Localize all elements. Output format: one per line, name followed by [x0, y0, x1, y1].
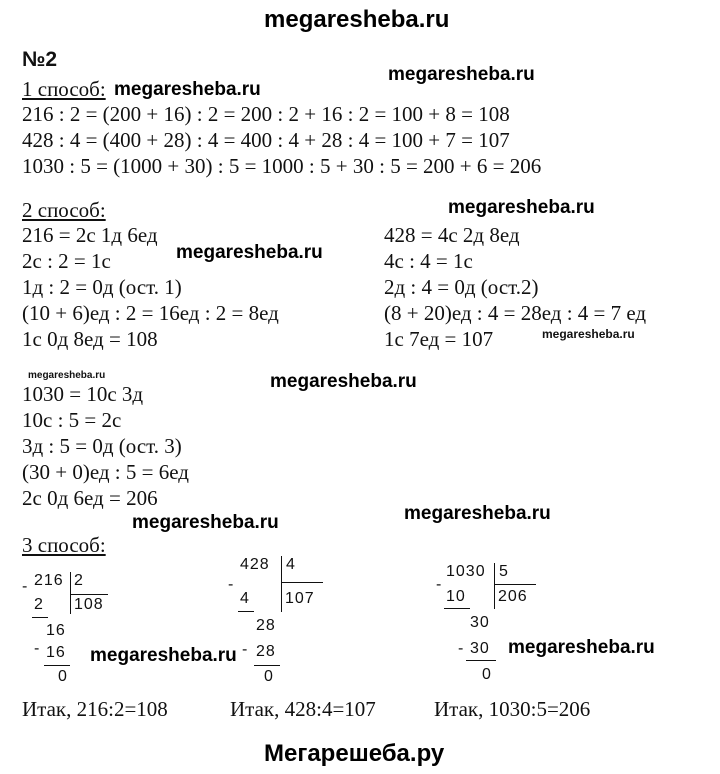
watermark: megaresheba.ru [388, 64, 535, 85]
method-1-line: 1030 : 5 = (1000 + 30) : 5 = 1000 : 5 + 30 : 5 = 200 + 6 = 206 [22, 154, 542, 178]
division-horizontal-line [70, 594, 108, 595]
subtraction-line [466, 660, 496, 661]
quotient: 206 [498, 588, 528, 605]
watermark: megaresheba.ru [114, 79, 261, 100]
method-2-heading: 2 способ: [22, 198, 106, 222]
final-remainder: 0 [482, 666, 492, 683]
minus-sign: - [228, 576, 235, 593]
divisor: 2 [74, 572, 84, 589]
site-header-watermark: megaresheba.ru [264, 6, 450, 33]
watermark: megaresheba.ru [90, 645, 237, 666]
method-2-right-line: 428 = 4с 2д 8ед [384, 223, 520, 247]
watermark: megaresheba.ru [448, 197, 595, 218]
subtraction-line [44, 665, 70, 666]
minus-sign: - [436, 576, 443, 593]
subtrahend: 28 [256, 643, 276, 660]
method-2-third-line: 1030 = 10с 3д [22, 382, 144, 406]
dividend: 1030 [446, 563, 486, 580]
minus-sign: - [242, 641, 249, 658]
method-2-left-line: 216 = 2с 1д 6ед [22, 223, 158, 247]
task-number: №2 [22, 48, 58, 71]
watermark: megaresheba.ru [132, 512, 279, 533]
method-2-third-line: (30 + 0)ед : 5 = 6ед [22, 460, 189, 484]
division-vertical-line [494, 563, 495, 609]
method-2-right-line: (8 + 20)ед : 4 = 28ед : 4 = 7 ед [384, 301, 647, 325]
quotient: 108 [74, 596, 104, 613]
division-horizontal-line [494, 584, 536, 585]
remainder: 16 [46, 622, 66, 639]
minus-sign: - [34, 640, 41, 657]
subtrahend: 4 [240, 590, 250, 607]
subtrahend: 30 [470, 640, 490, 657]
dividend: 428 [240, 556, 270, 573]
site-footer-watermark: Мегарешеба.ру [264, 740, 445, 767]
subtrahend: 10 [446, 588, 466, 605]
result-428: Итак, 428:4=107 [230, 697, 376, 721]
method-2-left-line: 2с : 2 = 1с [22, 249, 111, 273]
division-vertical-line [70, 572, 71, 614]
dividend: 216 [34, 572, 64, 589]
method-2-third-column [22, 381, 189, 511]
minus-sign: - [22, 578, 29, 595]
subtraction-line [238, 611, 254, 612]
watermark: megaresheba.ru [270, 371, 417, 392]
method-1-line: 216 : 2 = (200 + 16) : 2 = 200 : 2 + 16 : 2 = 100 + 8 = 108 [22, 102, 510, 126]
watermark: megaresheba.ru [404, 503, 551, 524]
method-2-left-line: 1д : 2 = 0д (ост. 1) [22, 275, 182, 299]
method-2-left-line: 1с 0д 8ед = 108 [22, 327, 158, 351]
remainder: 28 [256, 617, 276, 634]
watermark: megaresheba.ru [542, 327, 635, 341]
method-2-right-line: 2д : 4 = 0д (ост.2) [384, 275, 539, 299]
subtrahend: 16 [46, 644, 66, 661]
method-2-third-line: 10с : 5 = 2с [22, 408, 122, 432]
method-3-heading: 3 способ: [22, 533, 106, 557]
remainder: 30 [470, 614, 490, 631]
quotient: 107 [285, 590, 315, 607]
divisor: 4 [286, 556, 296, 573]
watermark: megaresheba.ru [508, 637, 655, 658]
watermark: megaresheba.ru [28, 370, 106, 381]
result-1030: Итак, 1030:5=206 [434, 697, 591, 721]
method-2-right-line: 4с : 4 = 1с [384, 249, 473, 273]
final-remainder: 0 [58, 668, 68, 685]
method-1-heading: 1 способ: [22, 77, 106, 101]
final-remainder: 0 [264, 668, 274, 685]
method-2-third-line: 3д : 5 = 0д (ост. 3) [22, 434, 182, 458]
result-216: Итак, 216:2=108 [22, 697, 168, 721]
subtraction-line [254, 665, 280, 666]
subtraction-line [32, 617, 48, 618]
divisor: 5 [499, 563, 509, 580]
method-2-left-line: (10 + 6)ед : 2 = 16ед : 2 = 8ед [22, 301, 279, 325]
watermark: megaresheba.ru [176, 242, 323, 263]
minus-sign: - [458, 640, 465, 657]
division-vertical-line [281, 556, 282, 612]
subtraction-line [444, 608, 470, 609]
subtrahend: 2 [34, 596, 44, 613]
division-horizontal-line [281, 582, 323, 583]
method-1-line: 428 : 4 = (400 + 28) : 4 = 400 : 4 + 28 : 4 = 100 + 7 = 107 [22, 128, 510, 152]
method-2-right-line: 1с 7ед = 107 [384, 327, 494, 351]
method-2-third-line: 2с 0д 6ед = 206 [22, 486, 158, 510]
